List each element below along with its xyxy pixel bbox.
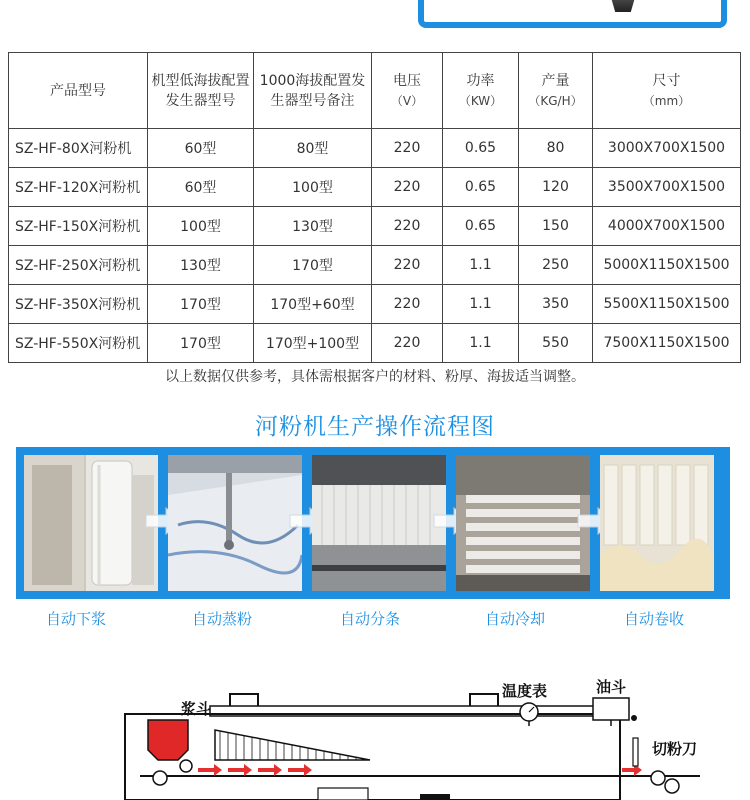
table-row: [9, 168, 741, 207]
cell-size: 4000X700X1500: [593, 207, 741, 246]
header-voltage: 电压 （V）: [372, 53, 443, 129]
step-photo-batter: [24, 455, 158, 591]
table-row: [9, 324, 741, 363]
cell-model: SZ-HF-120X河粉机: [9, 168, 148, 207]
cell-low-altitude-generator: 170型: [148, 324, 254, 363]
cell-output: 250: [519, 246, 593, 285]
cell-voltage: 220: [372, 168, 443, 207]
label-cutter: 切粉刀: [652, 740, 698, 758]
step-photo-steam: [168, 455, 302, 591]
cell-1000m-generator: 170型: [254, 246, 372, 285]
cell-low-altitude-generator: 130型: [148, 246, 254, 285]
cell-power: 1.1: [443, 285, 519, 324]
cell-power: 0.65: [443, 129, 519, 168]
process-title: 河粉机生产操作流程图: [255, 414, 495, 440]
step-label-cool: 自动冷却: [484, 610, 545, 628]
cell-voltage: 220: [372, 129, 443, 168]
cell-low-altitude-generator: 170型: [148, 285, 254, 324]
machine-diagram: [0, 660, 750, 800]
cell-output: 80: [519, 129, 593, 168]
cell-voltage: 220: [372, 324, 443, 363]
label-oil-bucket: 油斗: [596, 678, 627, 696]
table-row: [9, 285, 741, 324]
step-photo-roll: [600, 455, 714, 591]
header-model: 产品型号: [9, 53, 148, 129]
cell-1000m-generator: 80型: [254, 129, 372, 168]
cell-voltage: 220: [372, 246, 443, 285]
label-hopper: 浆斗: [181, 700, 212, 718]
top-image-frame: [418, 0, 727, 28]
spec-table: [8, 52, 741, 363]
step-label-cut: 自动分条: [339, 610, 400, 628]
cell-1000m-generator: 100型: [254, 168, 372, 207]
cell-voltage: 220: [372, 285, 443, 324]
header-1000m-generator: 1000海拔配置发生器型号备注: [254, 53, 372, 129]
cell-power: 0.65: [443, 207, 519, 246]
cell-output: 350: [519, 285, 593, 324]
cell-1000m-generator: 170型+60型: [254, 285, 372, 324]
cell-output: 150: [519, 207, 593, 246]
cell-low-altitude-generator: 100型: [148, 207, 254, 246]
header-size: 尺寸 （mm）: [593, 53, 741, 129]
step-label-batter: 自动下浆: [45, 610, 106, 628]
step-photo-cool: [456, 455, 590, 591]
cell-1000m-generator: 130型: [254, 207, 372, 246]
table-row: [9, 207, 741, 246]
step-label-roll: 自动卷收: [623, 610, 684, 628]
header-output: 产量 （KG/H）: [519, 53, 593, 129]
cell-low-altitude-generator: 60型: [148, 168, 254, 207]
table-row: [9, 129, 741, 168]
cell-model: SZ-HF-150X河粉机: [9, 207, 148, 246]
process-strip: [16, 447, 730, 599]
data-note: 以上数据仅供参考，具体需根据客户的材料、粉厚、海拔适当调整。: [165, 369, 585, 385]
table-row: [9, 246, 741, 285]
cell-size: 3500X700X1500: [593, 168, 741, 207]
cell-voltage: 220: [372, 207, 443, 246]
header-power: 功率 （KW）: [443, 53, 519, 129]
label-thermometer: 温度表: [502, 682, 548, 700]
cell-power: 0.65: [443, 168, 519, 207]
machine-part-icon: [610, 0, 636, 12]
cell-low-altitude-generator: 60型: [148, 129, 254, 168]
cell-model: SZ-HF-350X河粉机: [9, 285, 148, 324]
table-header-row: [9, 53, 741, 129]
step-photo-cut: [312, 455, 446, 591]
cell-model: SZ-HF-550X河粉机: [9, 324, 148, 363]
cell-size: 5000X1150X1500: [593, 246, 741, 285]
cell-1000m-generator: 170型+100型: [254, 324, 372, 363]
cell-size: 5500X1150X1500: [593, 285, 741, 324]
cell-output: 120: [519, 168, 593, 207]
cell-power: 1.1: [443, 246, 519, 285]
cell-size: 7500X1150X1500: [593, 324, 741, 363]
cell-power: 1.1: [443, 324, 519, 363]
cell-model: SZ-HF-80X河粉机: [9, 129, 148, 168]
header-low-altitude-generator: 机型低海拔配置发生器型号: [148, 53, 254, 129]
step-label-steam: 自动蒸粉: [191, 610, 252, 628]
cell-size: 3000X700X1500: [593, 129, 741, 168]
cell-output: 550: [519, 324, 593, 363]
cell-model: SZ-HF-250X河粉机: [9, 246, 148, 285]
